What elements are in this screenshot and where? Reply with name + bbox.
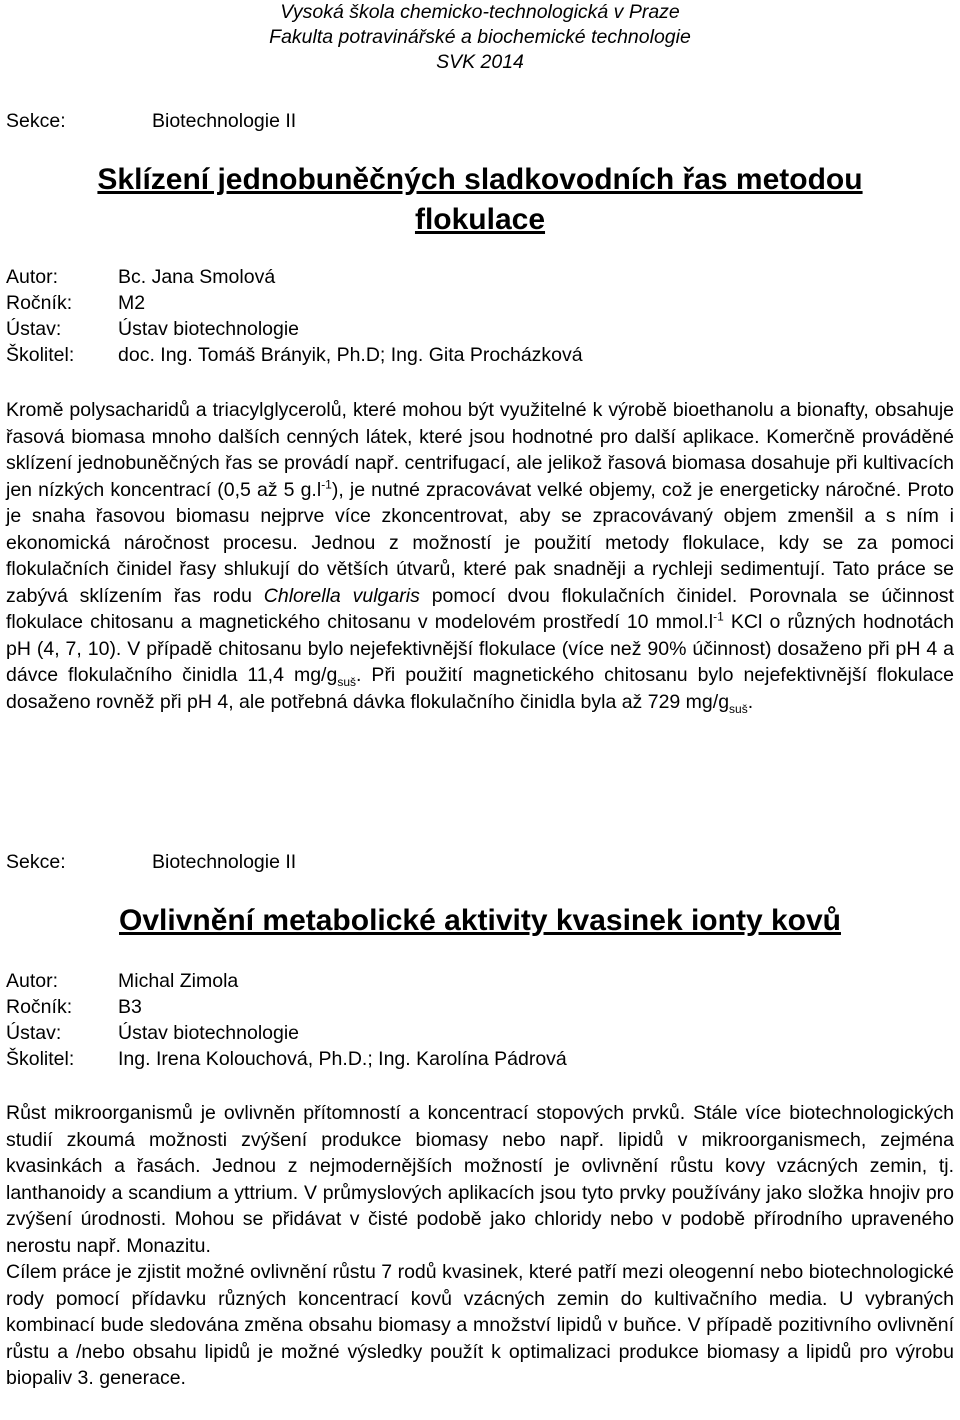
article2-year-row: [6, 994, 142, 1020]
header-university: Vysoká škola chemicko-technologická v Praze: [280, 1, 680, 23]
article2-supervisor-row: [6, 1046, 567, 1072]
article2-title: Ovlivnění metabolické aktivity kvasinek ionty kovů: [119, 904, 841, 937]
institute-label: Ústav:: [6, 318, 62, 340]
article2-year: B3: [118, 996, 142, 1018]
article1-institute: Ústav biotechnologie: [118, 318, 300, 340]
article1-institute-row: [6, 316, 299, 342]
supervisor-label: Školitel:: [6, 1048, 75, 1070]
article2-institute-row: [6, 1020, 299, 1046]
article1-title-line2: flokulace: [414, 203, 546, 236]
article2-institute: Ústav biotechnologie: [118, 1022, 300, 1044]
abstract-text: Kromě polysacharidů a triacylglycerolů, které mohou být využitelné k výrobě bioethanolu a bionafty, obsahuje řasová biomasa mnoho dalších cenných látek, které jsou hodnotné pro další aplikace. Komerčně prováděné sklízení jednobuněčných řas se provádí např. centrifugací, ale jelikož řasová biomasa dosahuje při kultivacích jen nízkých koncentrací (0,5 až 5 g.l: [6, 399, 954, 501]
article2-author: Michal Zimola: [118, 970, 239, 992]
abstract-text: . Při použití magnetického chitosanu bylo nejefektivnější flokulace dosaženo rovněž při pH 4, ale potřebná dávka flokulačního činidla byla až 729 mg/g: [6, 664, 954, 713]
header-conference: SVK 2014: [436, 51, 524, 73]
species-name: Chlorella vulgaris: [263, 584, 420, 607]
article1-supervisor-row: [6, 342, 583, 368]
superscript: -1: [321, 477, 332, 491]
article2-abstract: [6, 1100, 954, 1392]
author-label: Autor:: [6, 266, 59, 288]
article1-year: M2: [118, 292, 146, 314]
institute-label: Ústav:: [6, 1022, 62, 1044]
article1-title: [0, 160, 960, 240]
article1-title-line1: Sklízení jednobuněčných sladkovodních řas metodou: [97, 163, 863, 196]
article1-year-row: [6, 290, 145, 316]
abstract-text: KCl o různých hodnotách pH (4, 7, 10). V případě chitosanu bylo nejefektivnější flokulace (více než 90% účinnost) dosaženo při pH 4 a dávce flokulačního činidla 11,4 mg/g: [6, 611, 954, 686]
article1-author: Bc. Jana Smolová: [118, 266, 276, 288]
superscript: -1: [713, 609, 724, 624]
supervisor-label: Školitel:: [6, 344, 75, 366]
article1-supervisor: doc. Ing. Tomáš Brányik, Ph.D; Ing. Gita Procházková: [118, 344, 583, 366]
article2-abstract-p2: Cílem práce je zjistit možné ovlivnění růstu 7 rodů kvasinek, které patří mezi oleogenní nebo biotechnologické rody pomocí přídavku různých koncentrací kovů vzácných zemin do kultivačního media. U vybraných kombinací bude sledována změna obsahu biomasy a množství lipidů v buňce. V případě pozitivního ovlivnění růstu a /nebo obsahu lipidů je možné výsledky použít k optimalizaci produkce biomasy a lipidů pro výrobu biopaliv 3. generace.: [6, 1261, 954, 1389]
article1-author-row: [6, 264, 275, 290]
article2-section: Biotechnologie II: [152, 851, 297, 873]
article1-abstract: [6, 397, 954, 715]
article1-section-row: [6, 108, 296, 134]
article2-section-row: [6, 849, 296, 875]
year-label: Ročník:: [6, 996, 73, 1018]
subscript: suš: [729, 701, 748, 716]
section-label: Sekce:: [6, 851, 66, 873]
section-label: Sekce:: [6, 110, 66, 132]
abstract-text: ), je nutné zpracovávat velké objemy, což je energeticky náročné. Proto je snaha řasovou biomasu nejprve více zkoncentrovat, aby se zpracovávaný objem zmenšil a s ním i ekonomická náročnost procesu. Jednou z možností je použití metody flokulace, kdy se za pomoci flokulačních činidel řasy shlukují do větších útvarů, které pak snadněji a rychleji sedimentují. Tato práce se zabývá sklízením řas rodu: [6, 478, 954, 607]
article2-supervisor: Ing. Irena Kolouchová, Ph.D.; Ing. Karolína Pádrová: [118, 1048, 567, 1070]
abstract-text: .: [747, 690, 754, 713]
article2-author-row: [6, 968, 238, 994]
abstract-text: pomocí dvou flokulačních činidel. Porovnala se účinnost flokulace chitosanu a magnetického chitosanu v modelovém prostředí 10 mmol.l: [6, 584, 954, 633]
year-label: Ročník:: [6, 292, 73, 314]
subscript: suš: [337, 674, 356, 689]
header-faculty: Fakulta potravinářské a biochemické technologie: [269, 26, 691, 48]
article2-abstract-p1: Růst mikroorganismů je ovlivněn přítomností a koncentrací stopových prvků. Stále více biotechnologických studií zkoumá možnosti zvýšení produkce biomasy nebo např. lipidů v mikroorganismech, zejména kvasinkách a řasách. Jednou z nejmodernějších možností je ovlivnění růstu kovy vzácných zemin, tj. lanthanoidy a scandium a yttrium. V průmyslových aplikacích jsou tyto prvky používány jako složka hnojiv pro zvýšení úrodnosti. Mohou se přidávat v čisté podobě jako chloridy nebo v podobě přírodního upraveného nerostu např. Monazitu.: [6, 1102, 954, 1257]
author-label: Autor:: [6, 970, 59, 992]
article1-section: Biotechnologie II: [152, 110, 297, 132]
